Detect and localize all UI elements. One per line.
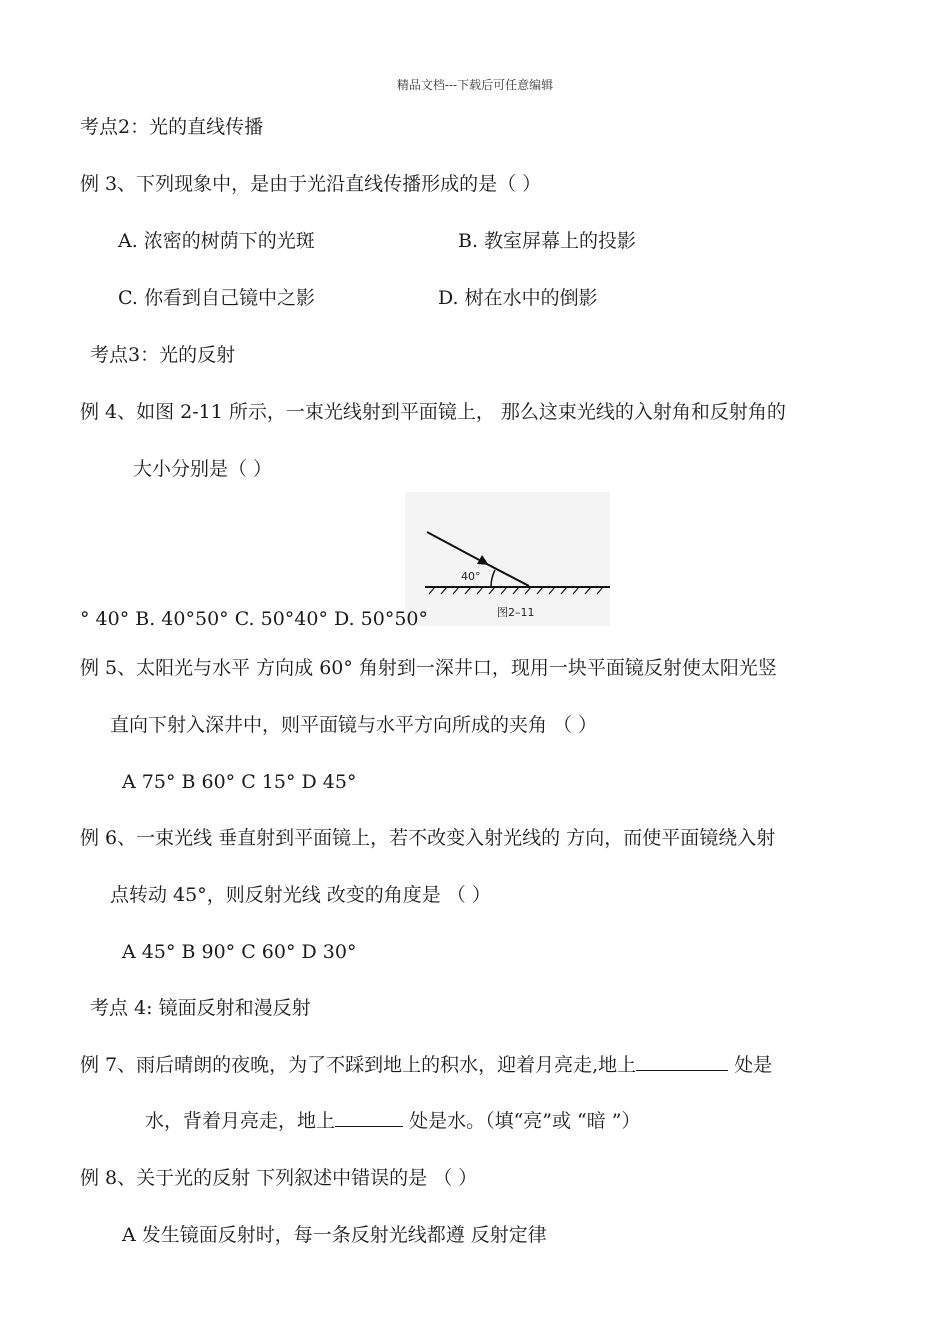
example-6-options: A 45° B 90° C 60° D 30°: [122, 941, 357, 963]
example-4-options: ° 40° B. 40°50° C. 50°40° D. 50°50°: [80, 608, 429, 630]
section-heading-k2: 考点2：光的直线传播: [80, 116, 264, 138]
example-3-stem: 例 3、下列现象中，是由于光沿直线传播形成的是（ ）: [80, 173, 542, 195]
example-3-option-b: B. 教室屏幕上的投影: [458, 230, 637, 252]
example-7-line1-tail: 处是: [734, 1054, 773, 1076]
example-8-stem: 例 8、关于光的反射 下列叙述中错误的是 （ ）: [80, 1167, 478, 1189]
figure-caption: 图2–11: [497, 606, 535, 619]
section-heading-k3: 考点3：光的反射: [90, 344, 236, 366]
example-5-options: A 75° B 60° C 15° D 45°: [122, 771, 357, 793]
example-3-option-d: D. 树在水中的倒影: [438, 287, 598, 309]
incident-ray-end: [483, 562, 529, 586]
example-4-stem-line2: 大小分别是（ ）: [133, 458, 273, 480]
example-4-stem-line1: 例 4、如图 2-11 所示，一束光线射到平面镜上， 那么这束光线的入射角和反射角的: [80, 401, 786, 423]
example-5-stem-line2: 直向下射入深井中，则平面镜与水平方向所成的夹角 （ ）: [110, 714, 598, 736]
example-3-option-a: A. 浓密的树荫下的光斑: [118, 230, 315, 252]
figure-angle-label: 40°: [461, 570, 481, 583]
example-7-line2-text: 水，背着月亮走，地上: [145, 1110, 336, 1132]
example-7-line1: [80, 1052, 772, 1078]
example-7-line1-text: 例 7、雨后晴朗的夜晚，为了不踩到地上的积水，迎着月亮走,地上: [80, 1054, 637, 1076]
example-7-line2: [145, 1108, 641, 1134]
example-8-option-a: A 发生镜面反射时，每一条反射光线都遵 反射定律: [122, 1224, 547, 1246]
example-7-line2-tail: 处是水。（填“亮”或 “暗 ”）: [409, 1110, 641, 1132]
answer-blank-1[interactable]: [636, 1052, 728, 1071]
page-header: 精品文档---下载后可任意编辑: [396, 78, 554, 92]
example-6-stem-line2: 点转动 45°，则反射光线 改变的角度是 （ ）: [110, 884, 491, 906]
answer-blank-2[interactable]: [335, 1108, 403, 1127]
example-5-stem-line1: 例 5、太阳光与水平 方向成 60° 角射到一深井口，现用一块平面镜反射使太阳光竖: [80, 657, 777, 679]
angle-arc: [491, 570, 495, 586]
incident-ray: [427, 532, 483, 562]
example-3-option-c: C. 你看到自己镜中之影: [118, 287, 315, 309]
section-heading-k4: 考点 4: 镜面反射和漫反射: [90, 997, 311, 1019]
example-6-stem-line1: 例 6、一束光线 垂直射到平面镜上，若不改变入射光线的 方向，而使平面镜绕入射: [80, 827, 776, 849]
mirror-hatching: [429, 587, 603, 594]
figure-2-11: [405, 492, 610, 626]
